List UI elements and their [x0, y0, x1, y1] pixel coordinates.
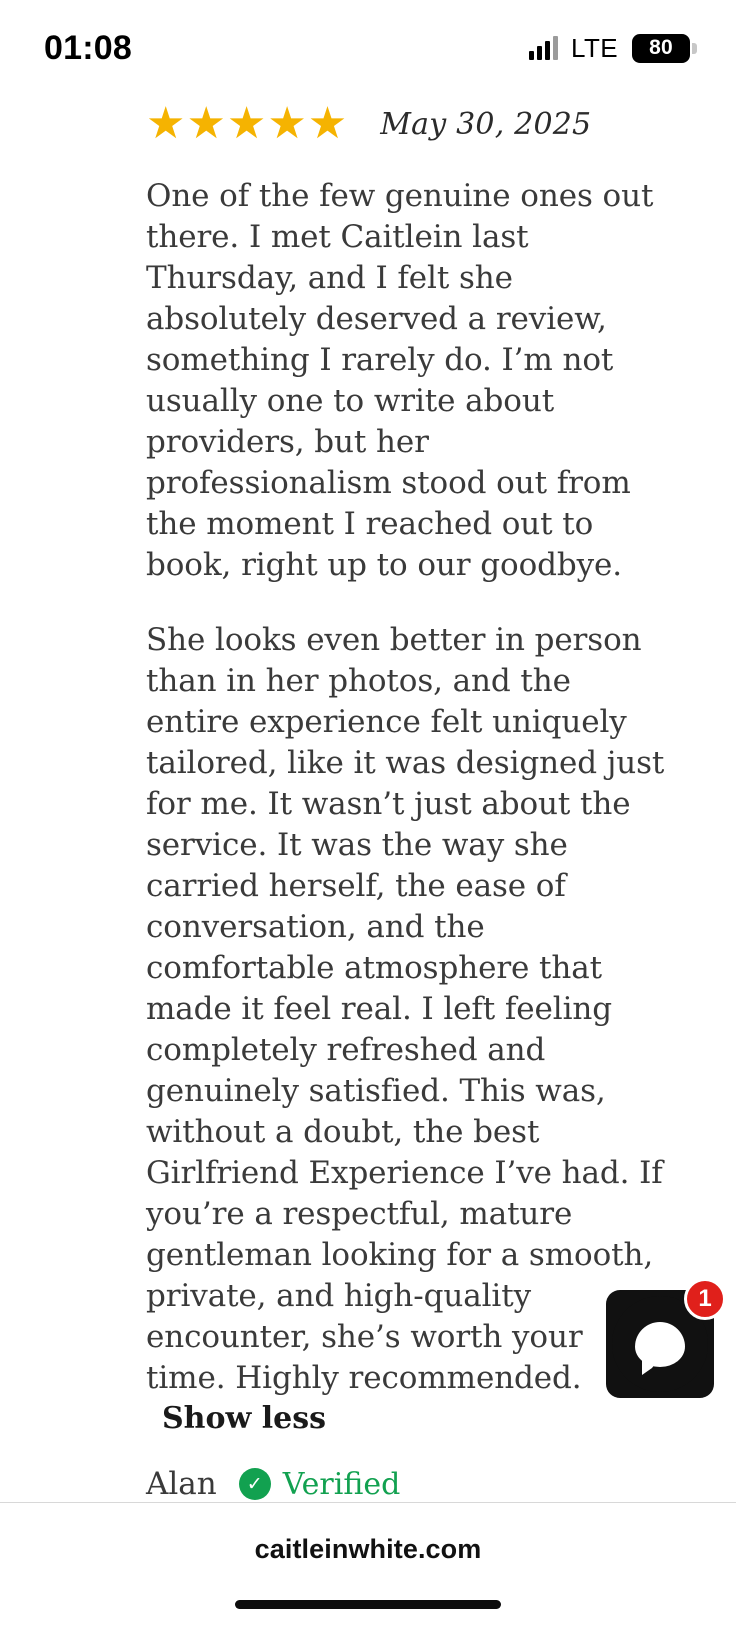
home-indicator-area: [0, 1596, 736, 1638]
review-text: [0, 146, 696, 1399]
review-paragraph-1: One of the few genuine ones out there. I met Caitlein last Thursday, and I felt she absolutely deserved a review, something I rarely do. I’m not usually one to write about providers, but her professionalism stood out from the moment I reached out to book, right up to our goodbye.: [146, 178, 654, 583]
review-paragraph-2: She looks even better in person than in her photos, and the entire experience felt uniquely tailored, like it was designed just for me. It wasn’t just about the service. It was the way she carried herself, the ease of conversation, and the comfortable atmosphere that made it feel real. I left feeling completely refreshed and genuinely satisfied. This was, without a doubt, the best Girlfriend Experience I’ve had. If you’re a respectful, mature gentleman looking for a smooth, private, and high-quality encounter, she’s worth your time. Highly recommended.: [146, 622, 665, 1396]
home-indicator[interactable]: [235, 1600, 501, 1609]
cellular-signal-icon: [529, 36, 558, 60]
reviewer-name: Alan: [146, 1466, 217, 1502]
battery-icon: [632, 34, 690, 63]
browser-url-label[interactable]: caitleinwhite.com: [254, 1534, 482, 1564]
verified-badge-group: [239, 1467, 401, 1502]
status-indicators: [529, 33, 690, 64]
chat-bubble-icon: [635, 1322, 685, 1367]
chat-widget-button[interactable]: [606, 1285, 714, 1398]
review-date: May 30, 2025: [380, 106, 592, 142]
network-type-label: LTE: [571, 32, 618, 63]
status-bar: [0, 0, 736, 96]
status-time: 01:08: [44, 28, 132, 67]
verified-check-icon: ✓: [239, 1468, 271, 1500]
show-less-toggle[interactable]: Show less: [162, 1401, 327, 1436]
verified-label: Verified: [282, 1466, 401, 1502]
chat-unread-badge: 1: [684, 1278, 726, 1320]
review-header: [0, 96, 696, 146]
browser-address-bar[interactable]: [0, 1502, 736, 1596]
reviewer-info: [146, 1466, 696, 1502]
review-content: [0, 96, 736, 1502]
star-rating: ★★★★★: [146, 99, 349, 148]
battery-level-label: 80: [649, 36, 673, 59]
